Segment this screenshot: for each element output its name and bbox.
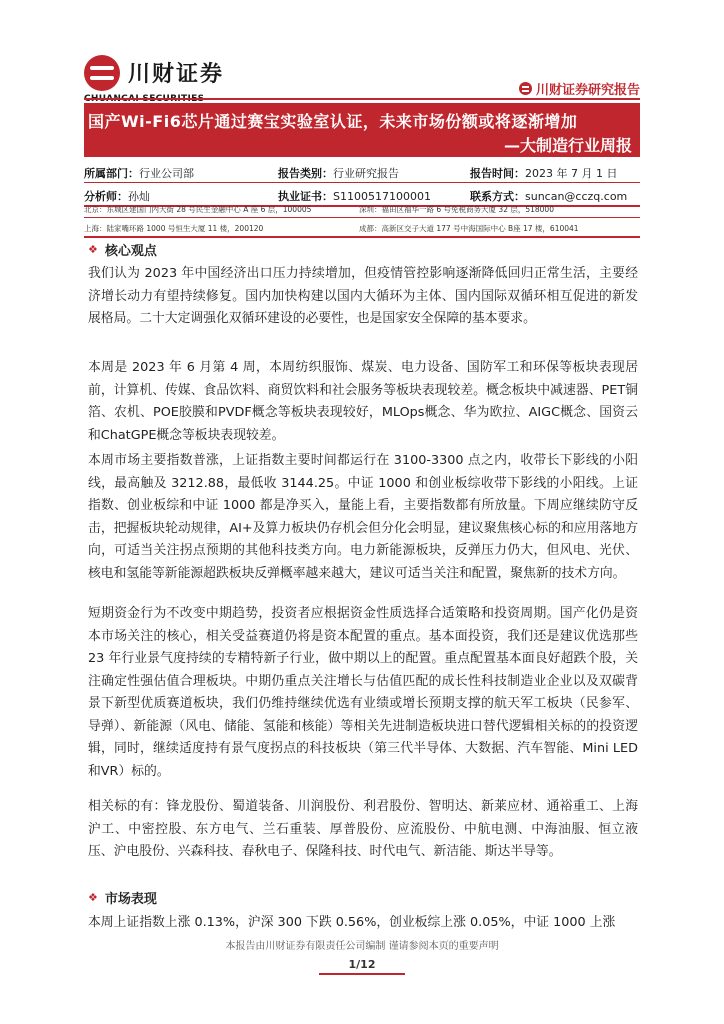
paragraph-3: 本周市场主要指数普涨，上证指数主要时间都运行在 3100-3300 点之内，收带长下影线的小阳线，最高触及 3212.88，最低收 3144.25。中证 1000 和创业板综收带下影线的小阳线。上证指数、创业板综和中证 1000 都是净买入，量能上看，主要指数都有所放量。下周应继续防守反击，把握板块轮动规律，AI+及算力板块仍存机会但分化会明显，建议聚焦核心标的和应用落地方向，可适当关注拐点预期的其他科技类方向。电力新能源板块，反弹压力仍大，但风电、光伏、核电和氢能等新能源超跌板块反弹概率越来越大，建议可适当关注和配置，聚焦新的技术方向。 [88, 453, 638, 581]
diamond-bullet-icon: ❖ [88, 243, 98, 256]
address-shenzhen: 深圳：福田区福华一路 6 号免税商务大厦 32 层，518000 [359, 205, 554, 214]
address-row [84, 199, 640, 218]
info-row [84, 160, 640, 183]
company-logo [84, 55, 244, 97]
report-type-label: 川财证券研究报告 [535, 83, 640, 98]
date-value: 2023 年 7 月 1 日 [525, 167, 618, 180]
category-label: 报告类别： [278, 167, 333, 180]
section-heading-market [88, 888, 157, 907]
date-label: 报告时间： [470, 167, 525, 180]
header-divider [84, 98, 640, 100]
address-beijing: 北京：东城区建国门内大街 28 号民生金融中心 A 座 6 层，100005 [84, 205, 312, 214]
contact-email[interactable]: suncan@cczq.com [525, 190, 628, 203]
section-heading-core [88, 240, 157, 259]
section-title: 市场表现 [104, 892, 157, 907]
paragraph-2: 本周是 2023 年 6 月第 4 周，本周纺织服饰、煤炭、电力设备、国防军工和环保等板块表现居前，计算机、传媒、食品饮料、商贸饮料和社会服务等板块表现较差。概念板块中减速器、PET铜箔、农机、POE胶膜和PVDF概念等板块表现较好，MLOps概念、华为欧拉、AIGC概念、国资云和ChatGPE概念等板块表现较差。 [88, 360, 638, 443]
contact-label: 联系方式： [470, 190, 525, 203]
footer-disclaimer: 本报告由川财证券有限责任公司编制 谨请参阅本页的重要声明 [225, 941, 499, 952]
report-title-bar [84, 103, 640, 157]
info-bottom-divider [84, 236, 640, 238]
mini-logo-icon [519, 82, 532, 95]
page-number: 1/12 [348, 958, 376, 971]
dept-label: 所属部门： [84, 167, 139, 180]
address-chengdu: 成都：高新区交子大道 177 号中海国际中心 B座 17 楼，610041 [359, 224, 579, 233]
paragraph-6: 本周上证指数上涨 0.13%，沪深 300 下跌 0.56%，创业板综上涨 0.05%，中证 1000 上涨 [88, 915, 616, 930]
page-number-underline [319, 973, 405, 975]
logo-mark-icon [84, 55, 120, 91]
report-type-header [519, 79, 640, 98]
paragraph-4: 短期资金行为不改变中期趋势，投资者应根据资金性质选择合适策略和投资周期。国产化仍是资本市场关注的核心，相关受益赛道仍将是资本配置的重点。基本面投资，我们还是建议优选那些 23 年行业景气度持续的专精特新子行业，做中期以上的配置。重点配置基本面良好超跌个股，关注确定性强估值合理板块。中期仍重点关注增长与估值匹配的成长性科技制造业企业以及双碳背景下新型优质赛道板块，我们仍维持继续优选有业绩或增长预期支撑的航天军工板块（民参军、导弹）、新能源（风电、储能、氢能和核能）等相关先进制造板块进口替代逻辑相关标的的投资逻辑，同时，继续适度持有景气度拐点的科技板块（第三代半导体、大数据、汽车智能、Mini LED和VR）标的。 [88, 606, 638, 779]
paragraph-5: 相关标的有：锋龙股份、蜀道装备、川润股份、利君股份、智明达、新莱应材、通裕重工、上海沪工、中密控股、东方电气、兰石重装、厚普股份、应流股份、中航电测、中海油服、恒立液压、沪电股份、兴森科技、春秋电子、保隆科技、时代电气、新洁能、斯达半导等。 [88, 799, 638, 859]
cert-value: S1100517100001 [333, 190, 431, 203]
office-addresses [84, 199, 640, 236]
diamond-bullet-icon: ❖ [88, 891, 98, 904]
address-row [84, 218, 640, 236]
analyst-label: 分析师： [84, 190, 128, 203]
cert-label: 执业证书： [278, 190, 333, 203]
category-value: 行业研究报告 [333, 167, 399, 180]
section-title: 核心观点 [104, 244, 157, 259]
logo-chinese-name: 川财证券 [128, 62, 225, 87]
paragraph-1: 我们认为 2023 年中国经济出口压力持续增加，但疫情管控影响逐渐降低回归正常生活，主要经济增长动力有望持续修复。国内加快构建以国内大循环为主体、国内国际双循环相互促进的新发展格局。二十大定调强化双循环建设的必要性，也是国家安全保障的基本要求。 [88, 266, 638, 326]
report-title: 国产Wi-Fi6芯片通过赛宝实验室认证，未来市场份额或将逐渐增加 [88, 112, 578, 131]
report-subtitle: —大制造行业周报 [503, 136, 632, 155]
dept-value: 行业公司部 [139, 167, 194, 180]
analyst-value: 孙灿 [128, 190, 150, 203]
address-shanghai: 上海：陆家嘴环路 1000 号恒生大厦 11 楼，200120 [84, 224, 264, 233]
